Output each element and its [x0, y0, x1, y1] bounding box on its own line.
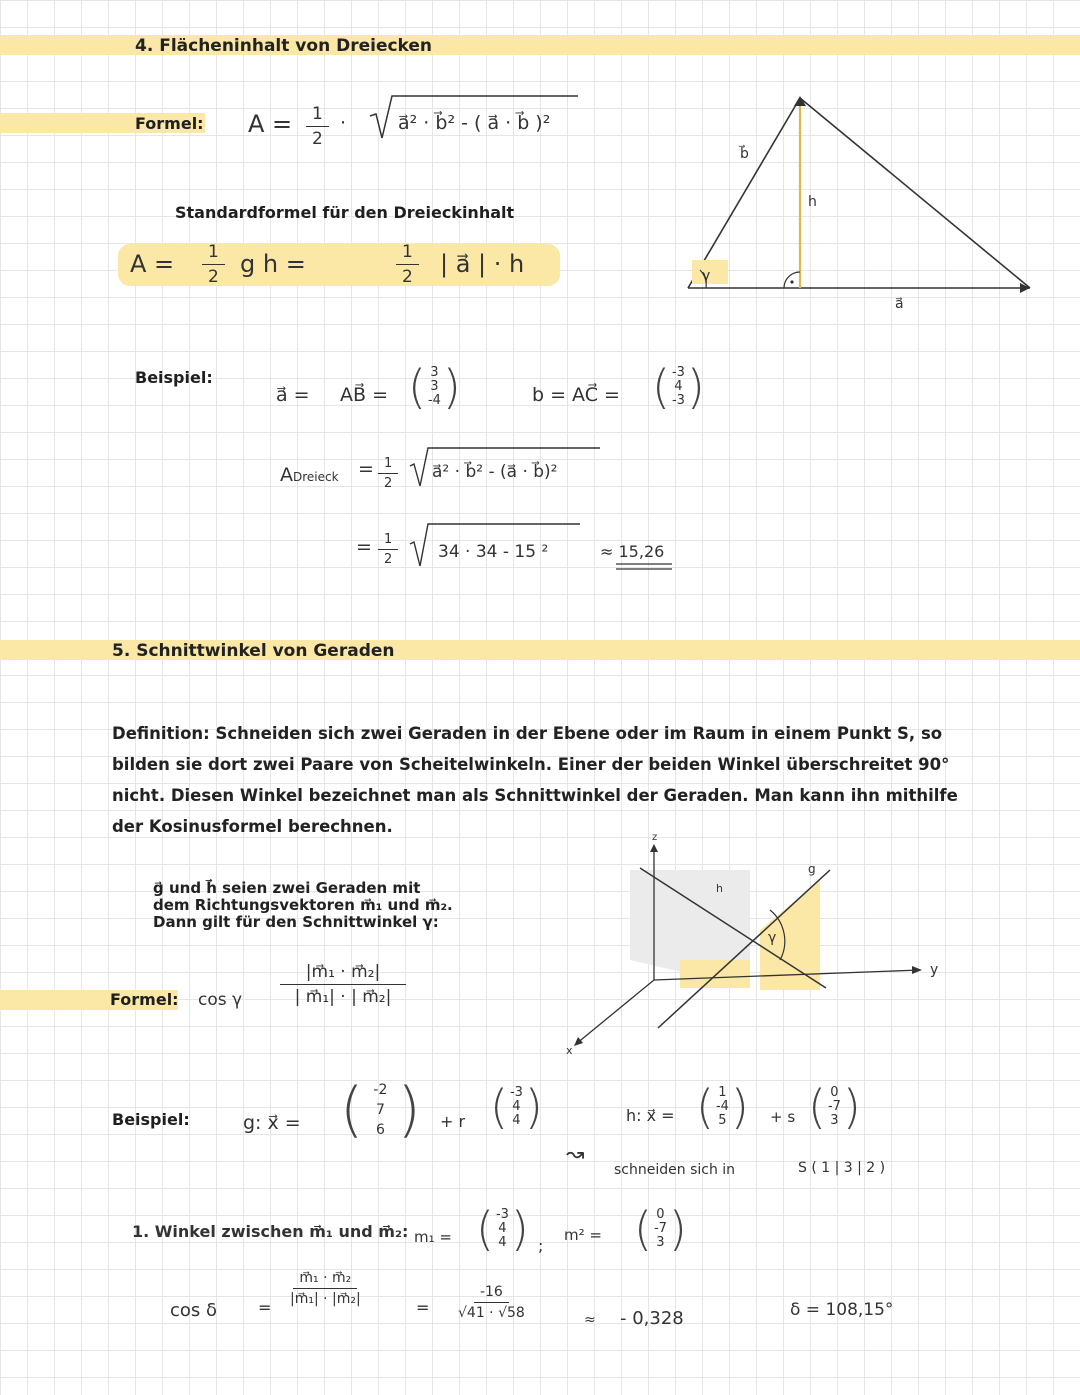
cos-delta: cos δ: [170, 1300, 218, 1321]
area-result: ≈ 15,26: [600, 542, 665, 561]
std-gh: g h =: [240, 250, 306, 278]
eq-sign: =: [416, 1298, 430, 1317]
value-fraction: $\frac{-16}{√41 \cdot √58}$: [458, 1284, 525, 1321]
schneiden-text: schneiden sich in: [614, 1162, 736, 1178]
cos-formula-fraction: $\frac{\text{|m⃗₁ · m⃗₂|}}{\text{| m⃗₁| · | m⃗₂|}}$: [280, 962, 406, 1007]
result-underline: [616, 562, 676, 572]
axis-x-label: x: [566, 1044, 573, 1057]
ab-eq: AB⃗ =: [340, 384, 388, 406]
triangle-h-label: h: [808, 194, 817, 210]
eq-sign: =: [358, 458, 374, 480]
arrow-glyph: ↝: [566, 1142, 585, 1167]
formel-label: Formel:: [135, 114, 204, 133]
calc-root: a⃗² · b⃗² - (a⃗ · b⃗)²: [432, 462, 558, 482]
g-direction-vector: ( -3 4 4 ): [490, 1080, 543, 1134]
half-fraction: $\frac{1}{2}$: [378, 532, 398, 567]
approx-sign: ≈: [584, 1312, 596, 1328]
line-g-label: g: [808, 862, 816, 876]
diagram-gamma-label: γ: [768, 930, 777, 946]
half-fraction: $\frac{1}{2}$: [202, 242, 225, 287]
cos-gamma: cos γ: [198, 990, 243, 1010]
triangle-a-label: a⃗: [895, 296, 904, 312]
dot: ·: [340, 112, 347, 134]
h-direction-vector: ( 0 -7 3 ): [808, 1080, 861, 1134]
half-fraction: $\frac{1}{2}$: [378, 456, 398, 491]
plus-s: + s: [770, 1108, 796, 1126]
standard-formula-label: Standardformel für den Dreieckinhalt: [175, 203, 515, 222]
cos-value: - 0,328: [620, 1308, 684, 1329]
line-intersection-diagram: [570, 840, 910, 1060]
b-eq: b = AC⃗ =: [532, 384, 620, 406]
h-eq: h: x⃗ =: [626, 1106, 675, 1125]
step1-label: 1. Winkel zwischen m⃗₁ und m⃗₂:: [132, 1222, 409, 1241]
axis-y-label: y: [930, 962, 939, 978]
std-lhs: A =: [130, 250, 175, 278]
eq-sign: =: [258, 1298, 272, 1317]
plus-r: + r: [440, 1112, 466, 1131]
beispiel-label: Beispiel:: [135, 368, 213, 387]
triangle-gamma-label: γ: [702, 268, 711, 284]
line-h-label: h: [716, 882, 723, 895]
h-support-vector: ( 1 -4 5 ): [696, 1080, 749, 1134]
a-dreieck: ADreieck: [280, 464, 339, 486]
beispiel-label: Beispiel:: [112, 1110, 190, 1129]
m2-vector: ( 0 -7 3 ): [634, 1202, 687, 1256]
delta-result: δ = 108,15°: [790, 1300, 894, 1320]
semicolon: ;: [538, 1236, 544, 1255]
direction-vector-note: g⃗ und h⃗ seien zwei Geraden mit dem Richtungsvektoren m⃗₁ und m⃗₂. Dann gilt für den Schnittwinkel γ:: [153, 879, 453, 931]
m2-eq: m² =: [564, 1226, 602, 1244]
ab-vector: ( 3 3 -4 ): [408, 360, 461, 414]
triangle-b-label: b⃗: [740, 146, 749, 162]
g-eq: g: x⃗ =: [243, 1112, 301, 1134]
definition-text: Definition: Schneiden sich zwei Geraden in der Ebene oder im Raum in einem Punkt S, so bilden sie dort zwei Paare von Scheitelwinkeln. Einer der beiden Winkel überschreitet 90° nicht. Diesen Winkel bezeichnet man als Schnittwinkel der Geraden. Man kann ihn mithilfe der Kosinusformel berechnen.: [112, 724, 958, 836]
half-fraction: $\frac{1}{2}$: [396, 242, 419, 287]
area-formula-root: a⃗² · b⃗² - ( a⃗ · b⃗ )²: [398, 112, 551, 134]
axis-z-label: z: [652, 832, 658, 843]
section-5-title: 5. Schnittwinkel von Geraden: [112, 641, 395, 661]
m1-eq: m₁ =: [414, 1228, 452, 1246]
a-eq: a⃗ =: [276, 384, 310, 406]
intersection-point: S ( 1 | 3 | 2 ): [798, 1160, 886, 1176]
triangle-diagram: [688, 90, 1028, 320]
ac-vector: ( -3 4 -3 ): [652, 360, 705, 414]
std-rhs: | a⃗ | · h: [440, 250, 525, 278]
m1-vector: ( -3 4 4 ): [476, 1202, 529, 1256]
formula-lhs: A =: [248, 110, 293, 138]
eq-sign: =: [356, 536, 372, 558]
formel-label: Formel:: [110, 990, 179, 1009]
calc-numbers: 34 · 34 - 15 ²: [438, 542, 549, 562]
g-support-vector: ( -2 7 6 ): [340, 1075, 421, 1145]
half-fraction: $\frac{1}{2}$: [306, 104, 329, 149]
cos-delta-fraction: $\frac{\text{m⃗₁ · m⃗₂}}{\text{|m⃗₁| · |m⃗₂|}}$: [290, 1270, 361, 1307]
section-4-title: 4. Flächeninhalt von Dreiecken: [135, 36, 433, 56]
